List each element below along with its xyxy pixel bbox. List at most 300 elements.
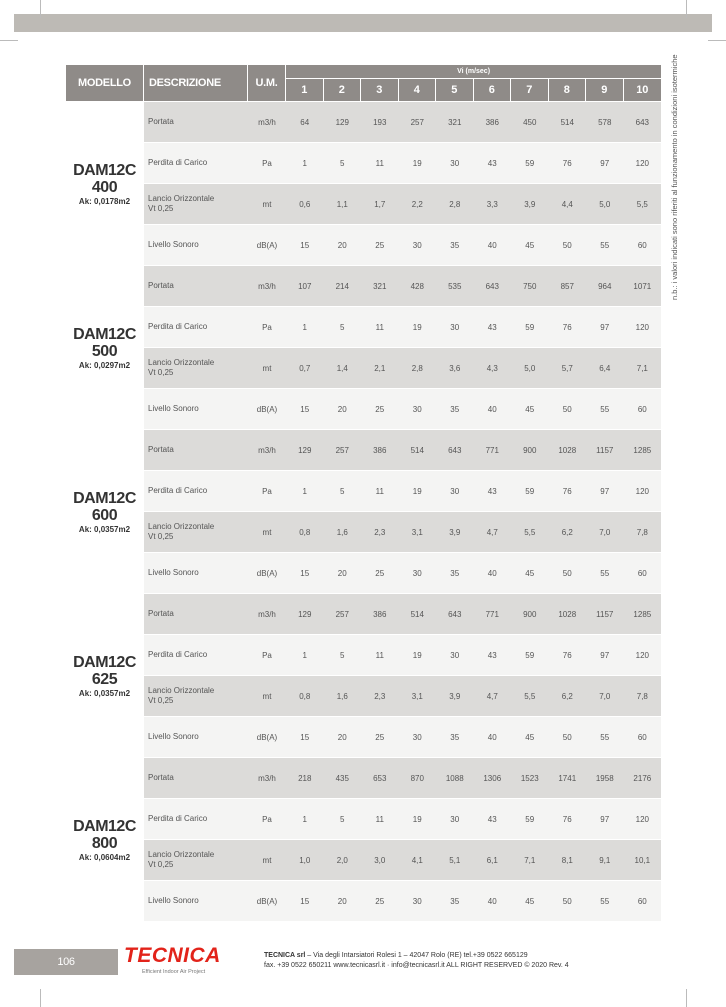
value-cell: 1028 bbox=[549, 430, 587, 471]
value-cell: 30 bbox=[436, 799, 474, 840]
value-cell: 514 bbox=[549, 102, 587, 143]
value-cell: 129 bbox=[286, 594, 324, 635]
description-text: Lancio Orizzontale bbox=[148, 686, 215, 695]
row-unit: dB(A) bbox=[248, 225, 286, 266]
row-unit: dB(A) bbox=[248, 881, 286, 922]
table-row bbox=[66, 676, 661, 717]
row-unit: m3/h bbox=[248, 758, 286, 799]
table-row bbox=[66, 553, 661, 594]
value-cell: 76 bbox=[549, 799, 587, 840]
description-text: Lancio Orizzontale bbox=[148, 522, 215, 531]
description-text: Perdita di Carico bbox=[148, 650, 208, 659]
value-cell: 107 bbox=[286, 266, 324, 307]
value-cell: 4,4 bbox=[549, 184, 587, 225]
value-cell: 386 bbox=[361, 430, 399, 471]
value-cell: 55 bbox=[586, 717, 624, 758]
value-cell: 1285 bbox=[624, 594, 662, 635]
value-cell: 64 bbox=[286, 102, 324, 143]
description-text: Portata bbox=[148, 281, 174, 290]
value-cell: 59 bbox=[511, 635, 549, 676]
header-velocity-8: 8 bbox=[549, 79, 587, 102]
value-cell: 45 bbox=[511, 389, 549, 430]
spec-table-body bbox=[66, 102, 661, 922]
value-cell: 6,4 bbox=[586, 348, 624, 389]
value-cell: 450 bbox=[511, 102, 549, 143]
value-cell: 7,1 bbox=[624, 348, 662, 389]
table-row bbox=[66, 594, 661, 635]
value-cell: 1071 bbox=[624, 266, 662, 307]
value-cell: 129 bbox=[324, 102, 362, 143]
table-row bbox=[66, 348, 661, 389]
row-description bbox=[144, 430, 248, 471]
value-cell: 1088 bbox=[436, 758, 474, 799]
value-cell: 0,8 bbox=[286, 676, 324, 717]
value-cell: 5,5 bbox=[624, 184, 662, 225]
value-cell: 59 bbox=[511, 143, 549, 184]
value-cell: 120 bbox=[624, 799, 662, 840]
value-cell: 3,3 bbox=[474, 184, 512, 225]
value-cell: 535 bbox=[436, 266, 474, 307]
value-cell: 97 bbox=[586, 143, 624, 184]
footer-address: – Via degli Intarsiatori Rolesi 1 – 42047 Rolo (RE) tel.+39 0522 665129 bbox=[305, 952, 528, 959]
value-cell: 25 bbox=[361, 881, 399, 922]
value-cell: 20 bbox=[324, 225, 362, 266]
model-name: DAM12C bbox=[73, 653, 136, 671]
value-cell: 60 bbox=[624, 389, 662, 430]
value-cell: 1741 bbox=[549, 758, 587, 799]
table-row bbox=[66, 881, 661, 922]
value-cell: 857 bbox=[549, 266, 587, 307]
value-cell: 578 bbox=[586, 102, 624, 143]
value-cell: 19 bbox=[399, 635, 437, 676]
value-cell: 15 bbox=[286, 553, 324, 594]
value-cell: 5,0 bbox=[586, 184, 624, 225]
tecnica-logo bbox=[124, 944, 224, 980]
page-number: 106 bbox=[14, 949, 118, 975]
value-cell: 120 bbox=[624, 143, 662, 184]
side-note: n.b.: i valori indicati sono riferiti al funzionamento in condizioni isotermiche bbox=[670, 54, 679, 300]
value-cell: 321 bbox=[436, 102, 474, 143]
value-cell: 643 bbox=[474, 266, 512, 307]
model-cell bbox=[66, 758, 144, 922]
value-cell: 30 bbox=[399, 389, 437, 430]
description-text: Livello Sonoro bbox=[148, 896, 199, 905]
row-description bbox=[144, 840, 248, 881]
row-description bbox=[144, 143, 248, 184]
value-cell: 25 bbox=[361, 553, 399, 594]
row-unit: m3/h bbox=[248, 594, 286, 635]
value-cell: 120 bbox=[624, 635, 662, 676]
value-cell: 3,1 bbox=[399, 512, 437, 553]
value-cell: 76 bbox=[549, 307, 587, 348]
crop-mark bbox=[686, 989, 687, 1007]
model-area: Ak: 0,0178m2 bbox=[78, 196, 131, 206]
value-cell: 40 bbox=[474, 553, 512, 594]
value-cell: 15 bbox=[286, 225, 324, 266]
row-description bbox=[144, 635, 248, 676]
table-row bbox=[66, 635, 661, 676]
value-cell: 30 bbox=[399, 881, 437, 922]
row-unit: dB(A) bbox=[248, 717, 286, 758]
value-cell: 76 bbox=[549, 143, 587, 184]
row-unit: Pa bbox=[248, 143, 286, 184]
value-cell: 30 bbox=[399, 225, 437, 266]
value-cell: 15 bbox=[286, 717, 324, 758]
value-cell: 60 bbox=[624, 881, 662, 922]
row-unit: dB(A) bbox=[248, 389, 286, 430]
row-description bbox=[144, 553, 248, 594]
description-text: Lancio Orizzontale bbox=[148, 850, 215, 859]
value-cell: 5,1 bbox=[436, 840, 474, 881]
value-cell: 30 bbox=[436, 635, 474, 676]
header-velocity-10: 10 bbox=[624, 79, 662, 102]
table-row bbox=[66, 840, 661, 881]
description-text: Livello Sonoro bbox=[148, 568, 199, 577]
value-cell: 7,0 bbox=[586, 676, 624, 717]
value-cell: 1,4 bbox=[324, 348, 362, 389]
value-cell: 193 bbox=[361, 102, 399, 143]
header-velocity-6: 6 bbox=[474, 79, 512, 102]
footer-company: TECNICA srl bbox=[264, 952, 306, 959]
description-text: Perdita di Carico bbox=[148, 322, 208, 331]
row-description bbox=[144, 758, 248, 799]
value-cell: 35 bbox=[436, 881, 474, 922]
value-cell: 514 bbox=[399, 594, 437, 635]
value-cell: 900 bbox=[511, 594, 549, 635]
value-cell: 7,8 bbox=[624, 512, 662, 553]
value-cell: 59 bbox=[511, 471, 549, 512]
value-cell: 3,9 bbox=[436, 676, 474, 717]
model-cell bbox=[66, 594, 144, 758]
value-cell: 120 bbox=[624, 307, 662, 348]
value-cell: 97 bbox=[586, 471, 624, 512]
model-area: Ak: 0,0297m2 bbox=[78, 360, 131, 370]
value-cell: 5,5 bbox=[511, 512, 549, 553]
value-cell: 386 bbox=[474, 102, 512, 143]
description-subtext: Vt 0,25 bbox=[148, 368, 174, 377]
value-cell: 76 bbox=[549, 471, 587, 512]
row-description bbox=[144, 389, 248, 430]
value-cell: 30 bbox=[399, 553, 437, 594]
value-cell: 2,8 bbox=[436, 184, 474, 225]
value-cell: 5,5 bbox=[511, 676, 549, 717]
value-cell: 1285 bbox=[624, 430, 662, 471]
value-cell: 257 bbox=[324, 430, 362, 471]
value-cell: 59 bbox=[511, 799, 549, 840]
value-cell: 6,2 bbox=[549, 676, 587, 717]
model-name: DAM12C bbox=[73, 817, 136, 835]
value-cell: 11 bbox=[361, 143, 399, 184]
description-text: Portata bbox=[148, 445, 174, 454]
value-cell: 218 bbox=[286, 758, 324, 799]
header-velocity-3: 3 bbox=[361, 79, 399, 102]
description-text: Portata bbox=[148, 609, 174, 618]
row-unit: m3/h bbox=[248, 266, 286, 307]
value-cell: 19 bbox=[399, 307, 437, 348]
row-description bbox=[144, 307, 248, 348]
row-description bbox=[144, 225, 248, 266]
description-text: Portata bbox=[148, 773, 174, 782]
model-size: 400 bbox=[91, 178, 118, 196]
value-cell: 25 bbox=[361, 225, 399, 266]
row-unit: mt bbox=[248, 676, 286, 717]
value-cell: 55 bbox=[586, 881, 624, 922]
value-cell: 5,0 bbox=[511, 348, 549, 389]
value-cell: 35 bbox=[436, 225, 474, 266]
value-cell: 76 bbox=[549, 635, 587, 676]
value-cell: 386 bbox=[361, 594, 399, 635]
value-cell: 19 bbox=[399, 471, 437, 512]
table-row bbox=[66, 225, 661, 266]
value-cell: 435 bbox=[324, 758, 362, 799]
value-cell: 9,1 bbox=[586, 840, 624, 881]
row-unit: Pa bbox=[248, 307, 286, 348]
value-cell: 2,3 bbox=[361, 676, 399, 717]
value-cell: 750 bbox=[511, 266, 549, 307]
table-row bbox=[66, 717, 661, 758]
value-cell: 257 bbox=[399, 102, 437, 143]
value-cell: 50 bbox=[549, 717, 587, 758]
header-descrizione: DESCRIZIONE bbox=[144, 65, 248, 102]
value-cell: 6,2 bbox=[549, 512, 587, 553]
value-cell: 11 bbox=[361, 471, 399, 512]
description-text: Perdita di Carico bbox=[148, 158, 208, 167]
value-cell: 1157 bbox=[586, 430, 624, 471]
value-cell: 428 bbox=[399, 266, 437, 307]
value-cell: 1,6 bbox=[324, 676, 362, 717]
row-description bbox=[144, 471, 248, 512]
crop-mark bbox=[708, 40, 726, 41]
value-cell: 19 bbox=[399, 143, 437, 184]
value-cell: 643 bbox=[436, 430, 474, 471]
value-cell: 1,0 bbox=[286, 840, 324, 881]
value-cell: 25 bbox=[361, 389, 399, 430]
value-cell: 643 bbox=[624, 102, 662, 143]
value-cell: 870 bbox=[399, 758, 437, 799]
crop-mark bbox=[0, 40, 18, 41]
row-description bbox=[144, 594, 248, 635]
crop-mark bbox=[40, 0, 41, 18]
value-cell: 55 bbox=[586, 389, 624, 430]
value-cell: 3,0 bbox=[361, 840, 399, 881]
value-cell: 43 bbox=[474, 471, 512, 512]
value-cell: 7,1 bbox=[511, 840, 549, 881]
value-cell: 30 bbox=[399, 717, 437, 758]
value-cell: 1 bbox=[286, 799, 324, 840]
value-cell: 50 bbox=[549, 225, 587, 266]
row-description bbox=[144, 512, 248, 553]
value-cell: 643 bbox=[436, 594, 474, 635]
row-description bbox=[144, 799, 248, 840]
footer-line-1 bbox=[264, 951, 569, 961]
footer-line-2: fax. +39 0522 650211 www.tecnicasrl.it · info@tecnicasrl.it ALL RIGHT RESERVED © 2020 Rev. 4 bbox=[264, 962, 569, 969]
table-row bbox=[66, 266, 661, 307]
table-row bbox=[66, 512, 661, 553]
value-cell: 50 bbox=[549, 881, 587, 922]
description-text: Livello Sonoro bbox=[148, 404, 199, 413]
value-cell: 55 bbox=[586, 225, 624, 266]
table-row bbox=[66, 307, 661, 348]
value-cell: 43 bbox=[474, 799, 512, 840]
model-size: 800 bbox=[91, 834, 118, 852]
value-cell: 771 bbox=[474, 430, 512, 471]
header-velocity-2: 2 bbox=[324, 79, 362, 102]
value-cell: 2176 bbox=[624, 758, 662, 799]
row-unit: Pa bbox=[248, 471, 286, 512]
crop-mark bbox=[40, 989, 41, 1007]
value-cell: 2,3 bbox=[361, 512, 399, 553]
logo-tagline: Efficient Indoor Air Project bbox=[142, 969, 206, 975]
row-description bbox=[144, 881, 248, 922]
value-cell: 45 bbox=[511, 881, 549, 922]
value-cell: 5 bbox=[324, 307, 362, 348]
value-cell: 15 bbox=[286, 389, 324, 430]
value-cell: 7,0 bbox=[586, 512, 624, 553]
value-cell: 1 bbox=[286, 143, 324, 184]
value-cell: 5 bbox=[324, 799, 362, 840]
value-cell: 2,0 bbox=[324, 840, 362, 881]
value-cell: 321 bbox=[361, 266, 399, 307]
value-cell: 5 bbox=[324, 143, 362, 184]
value-cell: 120 bbox=[624, 471, 662, 512]
crop-mark bbox=[686, 0, 687, 18]
value-cell: 97 bbox=[586, 635, 624, 676]
value-cell: 1,7 bbox=[361, 184, 399, 225]
value-cell: 6,1 bbox=[474, 840, 512, 881]
value-cell: 1028 bbox=[549, 594, 587, 635]
value-cell: 4,1 bbox=[399, 840, 437, 881]
header-um: U.M. bbox=[248, 65, 286, 102]
value-cell: 1523 bbox=[511, 758, 549, 799]
row-unit: m3/h bbox=[248, 430, 286, 471]
value-cell: 40 bbox=[474, 389, 512, 430]
description-text: Portata bbox=[148, 117, 174, 126]
value-cell: 129 bbox=[286, 430, 324, 471]
value-cell: 35 bbox=[436, 717, 474, 758]
value-cell: 35 bbox=[436, 389, 474, 430]
value-cell: 40 bbox=[474, 225, 512, 266]
value-cell: 1,1 bbox=[324, 184, 362, 225]
logo-word: TECNICA bbox=[124, 944, 221, 967]
footer-contact bbox=[264, 951, 569, 971]
value-cell: 25 bbox=[361, 717, 399, 758]
value-cell: 5 bbox=[324, 635, 362, 676]
table-row bbox=[66, 102, 661, 143]
value-cell: 214 bbox=[324, 266, 362, 307]
value-cell: 40 bbox=[474, 881, 512, 922]
row-description bbox=[144, 717, 248, 758]
value-cell: 1 bbox=[286, 307, 324, 348]
value-cell: 257 bbox=[324, 594, 362, 635]
value-cell: 771 bbox=[474, 594, 512, 635]
value-cell: 5,7 bbox=[549, 348, 587, 389]
row-unit: mt bbox=[248, 840, 286, 881]
row-unit: mt bbox=[248, 348, 286, 389]
value-cell: 1 bbox=[286, 635, 324, 676]
value-cell: 30 bbox=[436, 307, 474, 348]
model-name: DAM12C bbox=[73, 325, 136, 343]
value-cell: 900 bbox=[511, 430, 549, 471]
value-cell: 30 bbox=[436, 143, 474, 184]
table-row bbox=[66, 184, 661, 225]
row-unit: Pa bbox=[248, 635, 286, 676]
row-unit: dB(A) bbox=[248, 553, 286, 594]
value-cell: 97 bbox=[586, 307, 624, 348]
description-subtext: Vt 0,25 bbox=[148, 860, 174, 869]
model-size: 600 bbox=[91, 506, 118, 524]
top-bar bbox=[14, 14, 712, 32]
value-cell: 15 bbox=[286, 881, 324, 922]
value-cell: 60 bbox=[624, 225, 662, 266]
value-cell: 0,6 bbox=[286, 184, 324, 225]
value-cell: 1157 bbox=[586, 594, 624, 635]
row-description bbox=[144, 676, 248, 717]
model-name: DAM12C bbox=[73, 489, 136, 507]
header-velocity-9: 9 bbox=[586, 79, 624, 102]
value-cell: 1958 bbox=[586, 758, 624, 799]
description-subtext: Vt 0,25 bbox=[148, 696, 174, 705]
model-area: Ak: 0,0604m2 bbox=[78, 852, 131, 862]
table-row bbox=[66, 389, 661, 430]
row-unit: Pa bbox=[248, 799, 286, 840]
value-cell: 4,7 bbox=[474, 676, 512, 717]
value-cell: 3,9 bbox=[436, 512, 474, 553]
value-cell: 514 bbox=[399, 430, 437, 471]
model-name: DAM12C bbox=[73, 161, 136, 179]
table-row bbox=[66, 471, 661, 512]
value-cell: 59 bbox=[511, 307, 549, 348]
value-cell: 4,3 bbox=[474, 348, 512, 389]
value-cell: 0,8 bbox=[286, 512, 324, 553]
row-description bbox=[144, 348, 248, 389]
value-cell: 3,6 bbox=[436, 348, 474, 389]
value-cell: 35 bbox=[436, 553, 474, 594]
value-cell: 45 bbox=[511, 225, 549, 266]
description-text: Perdita di Carico bbox=[148, 814, 208, 823]
description-text: Perdita di Carico bbox=[148, 486, 208, 495]
header-velocity-1: 1 bbox=[286, 79, 324, 102]
value-cell: 20 bbox=[324, 553, 362, 594]
value-cell: 45 bbox=[511, 553, 549, 594]
value-cell: 11 bbox=[361, 799, 399, 840]
value-cell: 4,7 bbox=[474, 512, 512, 553]
value-cell: 20 bbox=[324, 881, 362, 922]
value-cell: 40 bbox=[474, 717, 512, 758]
model-cell bbox=[66, 102, 144, 266]
value-cell: 20 bbox=[324, 717, 362, 758]
header-velocity-7: 7 bbox=[511, 79, 549, 102]
value-cell: 964 bbox=[586, 266, 624, 307]
value-cell: 45 bbox=[511, 717, 549, 758]
value-cell: 1 bbox=[286, 471, 324, 512]
value-cell: 55 bbox=[586, 553, 624, 594]
model-size: 625 bbox=[91, 670, 118, 688]
model-cell bbox=[66, 266, 144, 430]
model-area: Ak: 0,0357m2 bbox=[78, 524, 131, 534]
description-subtext: Vt 0,25 bbox=[148, 532, 174, 541]
header-velocity-5: 5 bbox=[436, 79, 474, 102]
row-unit: mt bbox=[248, 184, 286, 225]
header-vi: Vi (m/sec) bbox=[286, 65, 661, 79]
value-cell: 11 bbox=[361, 307, 399, 348]
value-cell: 1,6 bbox=[324, 512, 362, 553]
value-cell: 50 bbox=[549, 389, 587, 430]
description-text: Lancio Orizzontale bbox=[148, 358, 215, 367]
row-unit: m3/h bbox=[248, 102, 286, 143]
value-cell: 8,1 bbox=[549, 840, 587, 881]
model-cell bbox=[66, 430, 144, 594]
value-cell: 20 bbox=[324, 389, 362, 430]
